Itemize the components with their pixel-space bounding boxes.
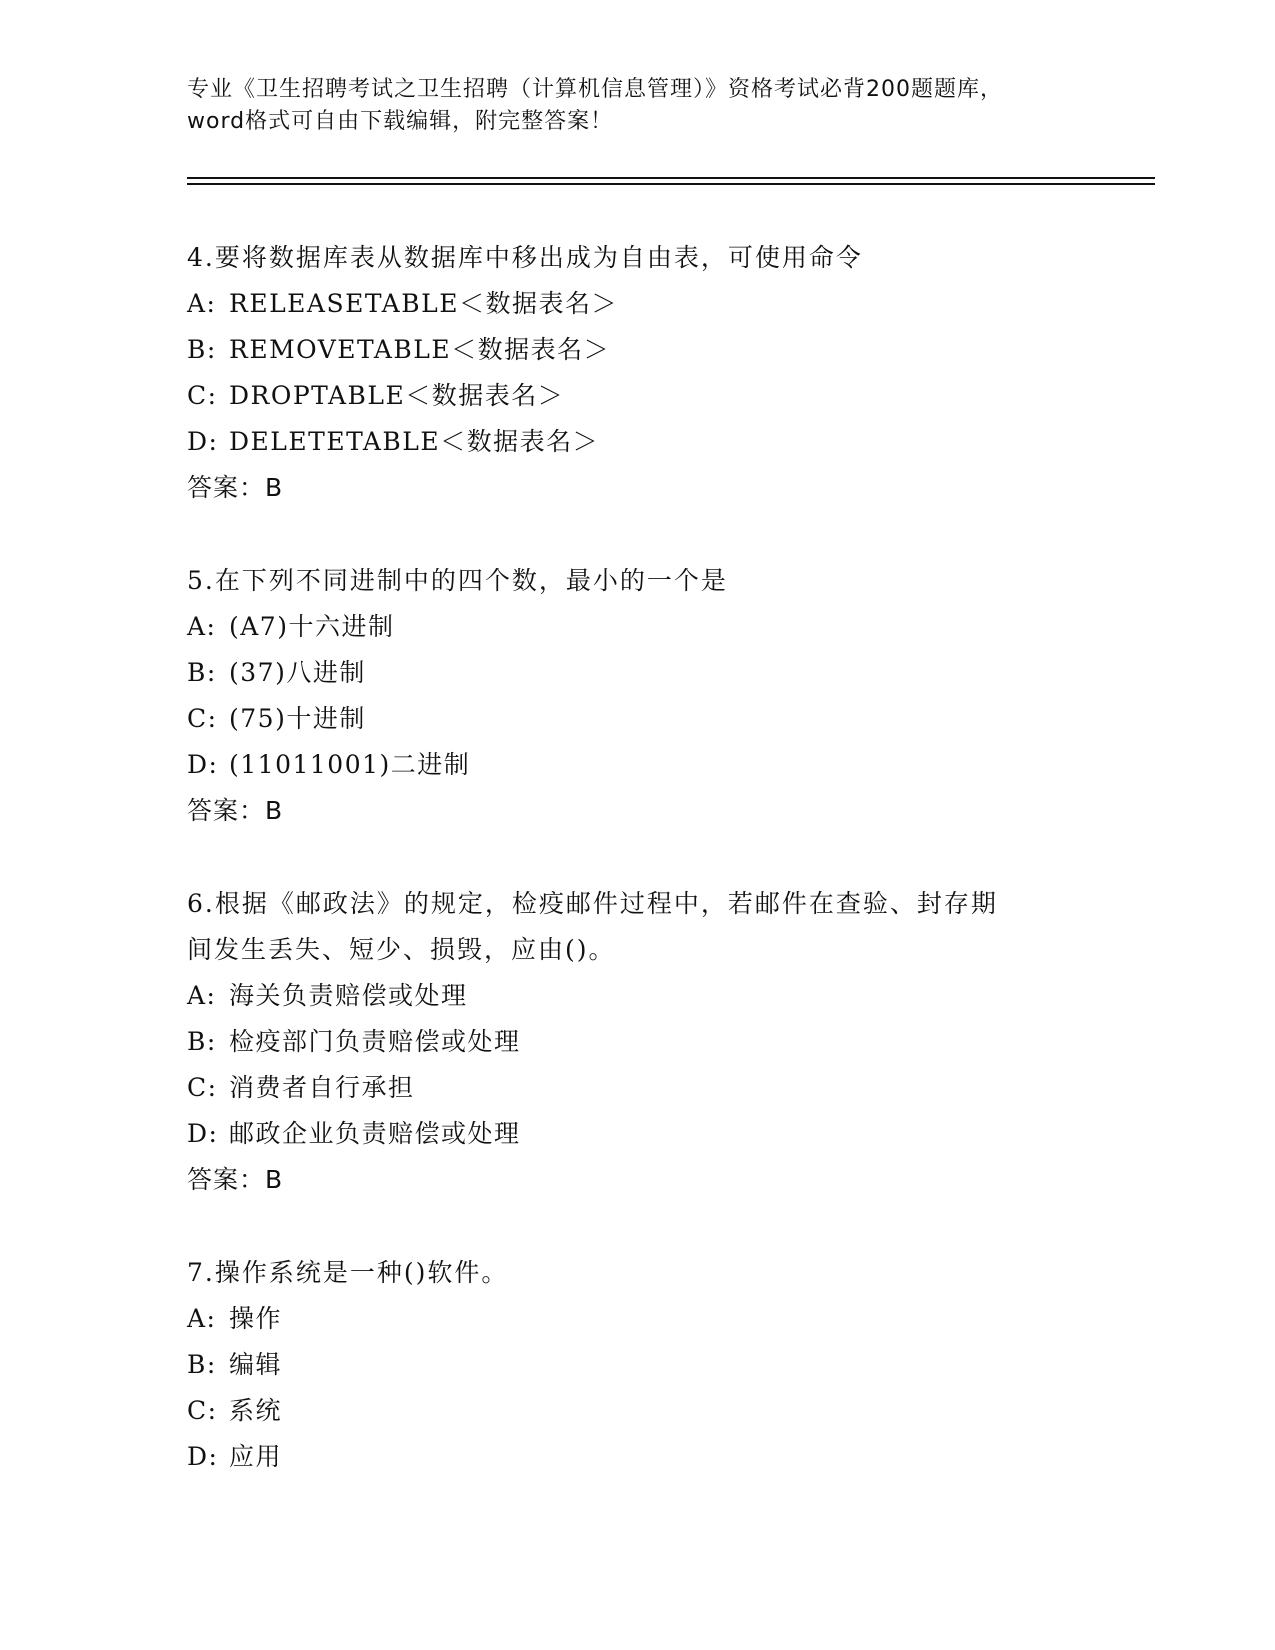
option-text: 检疫部门负责赔偿或处理 bbox=[229, 1027, 521, 1056]
option-letter: D: bbox=[187, 427, 219, 456]
question-stem: 5.在下列不同进制中的四个数，最小的一个是 bbox=[187, 566, 728, 595]
answer-option bbox=[187, 1019, 1087, 1065]
header-divider-top bbox=[187, 177, 1155, 179]
option-letter: A: bbox=[187, 1304, 217, 1333]
option-text: (11011001)二进制 bbox=[229, 750, 471, 779]
option-text: 应用 bbox=[229, 1442, 283, 1471]
answer-option bbox=[187, 696, 1087, 742]
header-divider-bottom bbox=[187, 183, 1155, 185]
option-text: 系统 bbox=[229, 1396, 283, 1425]
answer-option bbox=[187, 1111, 1087, 1157]
document-header bbox=[187, 74, 1087, 138]
question-stem: 4.要将数据库表从数据库中移出成为自由表，可使用命令 bbox=[187, 243, 863, 272]
answer-option bbox=[187, 1065, 1087, 1111]
option-text: (A7)十六进制 bbox=[229, 612, 395, 641]
option-text: 操作 bbox=[229, 1304, 283, 1333]
answer-option bbox=[187, 1342, 1087, 1388]
question-block bbox=[187, 881, 1087, 1203]
question-block bbox=[187, 1250, 1087, 1480]
answer-option bbox=[187, 419, 1087, 465]
option-letter: A: bbox=[187, 612, 217, 641]
option-text: (75)十进制 bbox=[229, 704, 366, 733]
option-letter: C: bbox=[187, 1073, 218, 1102]
option-text: 邮政企业负责赔偿或处理 bbox=[229, 1119, 521, 1148]
answer-option bbox=[187, 373, 1087, 419]
answer-option bbox=[187, 327, 1087, 373]
answer-key: 答案：B bbox=[187, 473, 284, 502]
option-text: RELEASETABLE＜数据表名＞ bbox=[229, 289, 618, 318]
answer-option bbox=[187, 650, 1087, 696]
option-text: 消费者自行承担 bbox=[229, 1073, 415, 1102]
option-letter: D: bbox=[187, 1119, 219, 1148]
option-letter: B: bbox=[187, 1027, 217, 1056]
option-letter: B: bbox=[187, 1350, 217, 1379]
answer-key: 答案：B bbox=[187, 1165, 284, 1194]
answer-key: 答案：B bbox=[187, 796, 284, 825]
question-block bbox=[187, 558, 1087, 834]
header-line-1: 专业《卫生招聘考试之卫生招聘（计算机信息管理）》资格考试必背200题题库， bbox=[187, 77, 1003, 102]
question-stem: 6.根据《邮政法》的规定，检疫邮件过程中，若邮件在查验、封存期 bbox=[187, 889, 998, 918]
question-block bbox=[187, 235, 1087, 511]
option-letter: B: bbox=[187, 335, 217, 364]
option-letter: C: bbox=[187, 1396, 218, 1425]
answer-option bbox=[187, 1434, 1087, 1480]
answer-option bbox=[187, 1296, 1087, 1342]
option-text: DROPTABLE＜数据表名＞ bbox=[229, 381, 565, 410]
answer-option bbox=[187, 604, 1087, 650]
option-letter: A: bbox=[187, 981, 217, 1010]
answer-option bbox=[187, 281, 1087, 327]
answer-option bbox=[187, 742, 1087, 788]
question-list bbox=[187, 235, 1087, 1480]
option-text: 海关负责赔偿或处理 bbox=[229, 981, 468, 1010]
option-letter: A: bbox=[187, 289, 217, 318]
option-letter: D: bbox=[187, 1442, 219, 1471]
option-text: DELETETABLE＜数据表名＞ bbox=[229, 427, 600, 456]
option-text: 编辑 bbox=[229, 1350, 283, 1379]
option-letter: B: bbox=[187, 658, 217, 687]
header-line-2: word格式可自由下载编辑，附完整答案！ bbox=[187, 109, 614, 134]
answer-option bbox=[187, 1388, 1087, 1434]
option-text: (37)八进制 bbox=[229, 658, 366, 687]
question-stem: 7.操作系统是一种()软件。 bbox=[187, 1258, 509, 1287]
question-stem: 间发生丢失、短少、损毁，应由()。 bbox=[187, 935, 616, 964]
option-letter: C: bbox=[187, 381, 218, 410]
option-letter: D: bbox=[187, 750, 219, 779]
option-text: REMOVETABLE＜数据表名＞ bbox=[229, 335, 611, 364]
answer-option bbox=[187, 973, 1087, 1019]
option-letter: C: bbox=[187, 704, 218, 733]
